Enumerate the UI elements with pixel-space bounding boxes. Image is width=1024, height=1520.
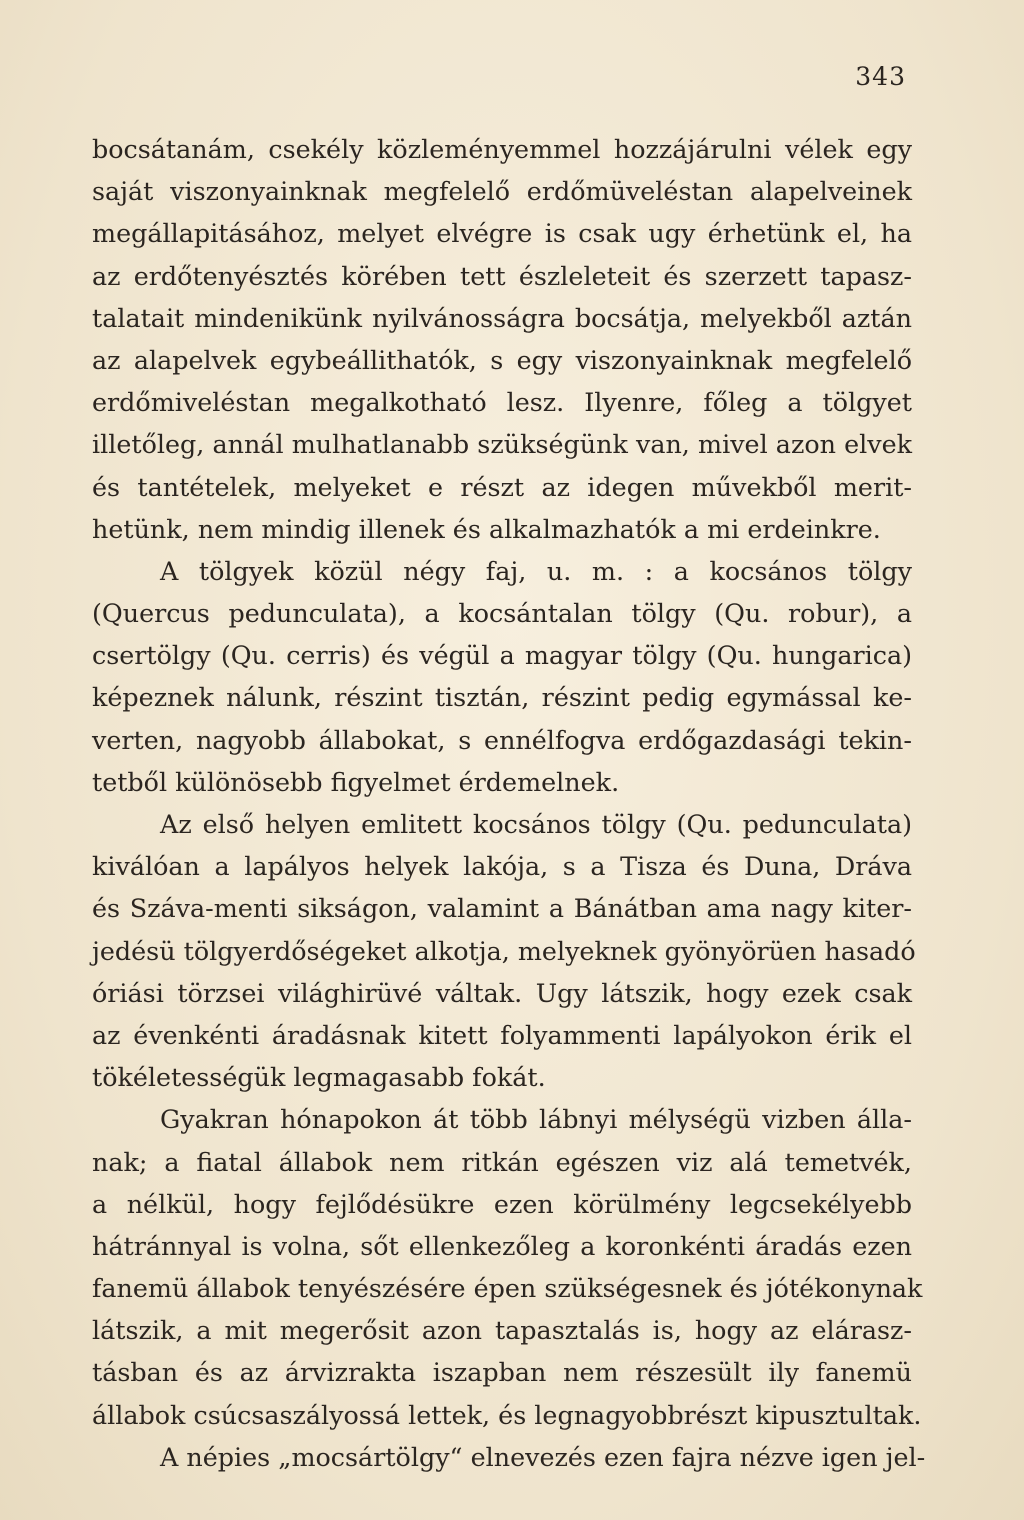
text-line: Az első helyen emlitett kocsános tölgy (Qu. pedunculata) xyxy=(160,809,912,839)
body-text xyxy=(92,128,926,1478)
page-number: 343 xyxy=(855,62,906,91)
text-line: tetből különösebb figyelmet érdemelnek. xyxy=(92,766,620,797)
text-line: hátránnyal is volna, sőt ellenkezőleg a koronkénti áradás ezen xyxy=(92,1230,912,1261)
text-line: és Száva-menti sikságon, valamint a Bánátban ama nagy kiter- xyxy=(92,893,912,924)
text-line: óriási törzsei világhirüvé váltak. Ugy látszik, hogy ezek csak xyxy=(92,977,912,1008)
text-line: az alapelvek egybeállithatók, s egy viszonyainknak megfelelő xyxy=(92,344,912,375)
text-line: saját viszonyainknak megfelelő erdőmüveléstan alapelveinek xyxy=(92,176,912,207)
text-line: A népies „mocsártölgy“ elnevezés ezen fajra nézve igen jel- xyxy=(160,1441,926,1472)
text-line: erdőmiveléstan megalkotható lesz. Ilyenre, főleg a tölgyet xyxy=(92,387,912,418)
text-line: Gyakran hónapokon át több lábnyi mélységü vizben álla- xyxy=(160,1104,912,1135)
text-line: csertölgy (Qu. cerris) és végül a magyar tölgy (Qu. hungarica) xyxy=(92,640,912,671)
text-line: tökéletességük legmagasabb fokát. xyxy=(92,1062,546,1093)
text-line: a nélkül, hogy fejlődésükre ezen körülmény legcsekélyebb xyxy=(92,1188,912,1219)
text-line: jedésü tölgyerdőségeket alkotja, melyeknek gyönyörüen hasadó xyxy=(92,935,916,966)
text-line: (Quercus pedunculata), a kocsántalan tölgy (Qu. robur), a xyxy=(92,598,912,629)
text-line: fanemü állabok tenyészésére épen szükségesnek és jótékonynak xyxy=(92,1273,923,1304)
text-line: képeznek nálunk, részint tisztán, részint pedig egymással ke- xyxy=(92,682,912,713)
text-line: látszik, a mit megerősit azon tapasztalás is, hogy az elárasz- xyxy=(92,1315,912,1346)
text-line: illetőleg, annál mulhatlanabb szükségünk van, mivel azon elvek xyxy=(92,429,912,460)
text-line: állabok csúcsaszályossá lettek, és legnagyobbrészt kipusztultak. xyxy=(92,1399,922,1430)
text-line: nak; a fiatal állabok nem ritkán egészen viz alá temetvék, xyxy=(92,1146,912,1177)
text-line: kiválóan a lapályos helyek lakója, s a Tisza és Duna, Dráva xyxy=(92,851,912,882)
text-line: és tantételek, melyeket e részt az idegen művekből merit- xyxy=(92,471,912,502)
text-line: az erdőtenyésztés körében tett észleleteit és szerzett tapasz- xyxy=(92,260,912,291)
text-line: A tölgyek közül négy faj, u. m. : a kocsános tölgy xyxy=(160,555,912,586)
text-line: talatait mindenikünk nyilvánosságra bocsátja, melyekből aztán xyxy=(92,302,912,333)
text-line: bocsátanám, csekély közleményemmel hozzájárulni vélek egy xyxy=(92,134,912,164)
text-line: megállapitásához, melyet elvégre is csak ugy érhetünk el, ha xyxy=(92,218,912,249)
text-line: hetünk, nem mindig illenek és alkalmazhatók a mi erdeinkre. xyxy=(92,513,881,544)
text-line: verten, nagyobb állabokat, s ennélfogva erdőgazdasági tekin- xyxy=(92,724,912,755)
text-line: tásban és az árvizrakta iszapban nem részesült ily fanemü xyxy=(92,1357,912,1388)
text-line: az évenkénti áradásnak kitett folyammenti lapályokon érik el xyxy=(92,1019,912,1050)
